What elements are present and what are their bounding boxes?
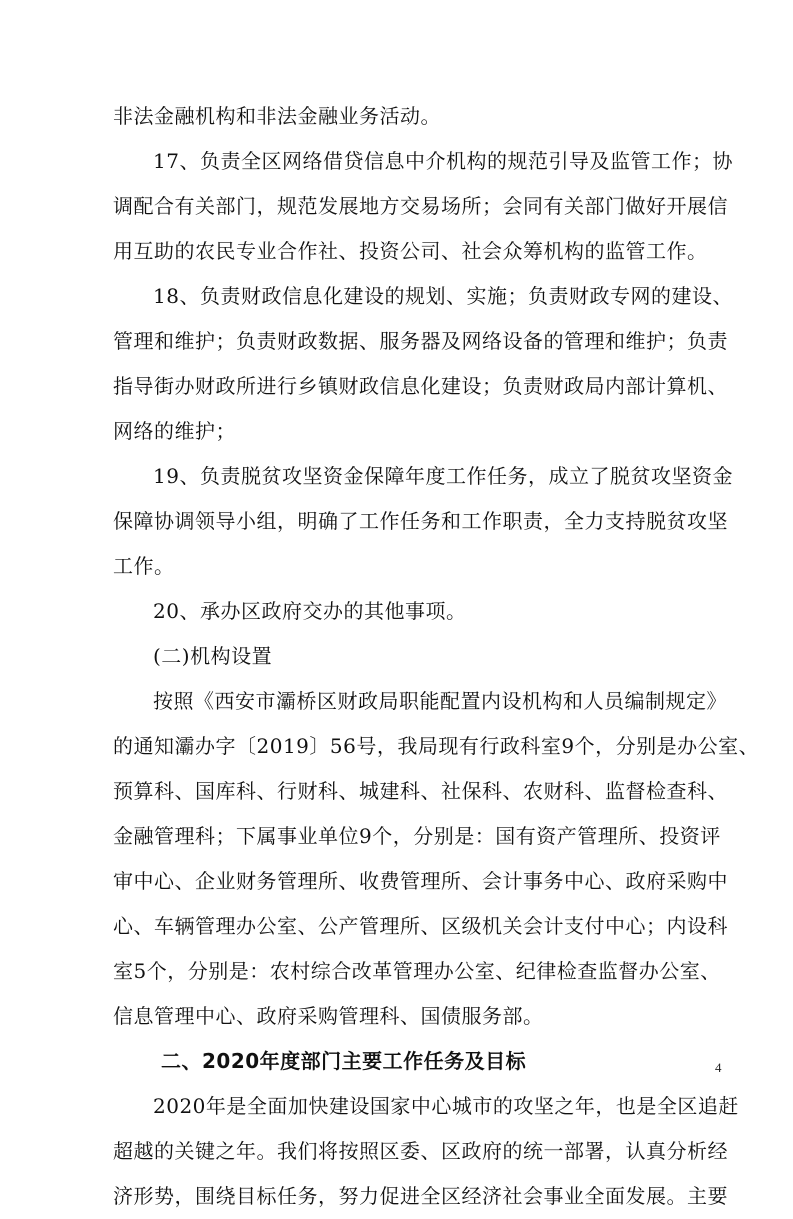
text-line: 预算科、国库科、行财科、城建科、社保科、农财科、监督检查科、: [113, 779, 728, 803]
text-line: 济形势，围绕目标任务，努力促进全区经济社会事业全面发展。主要: [113, 1184, 728, 1208]
text-line: 按照《西安市灞桥区财政局职能配置内设机构和人员编制规定》: [153, 689, 727, 713]
text-line: 信息管理中心、政府采购管理科、国债服务部。: [113, 1004, 544, 1028]
text-line: 的通知灞办字〔2019〕56号，我局现有行政科室9个，分别是办公室、: [113, 734, 760, 758]
text-line: 调配合有关部门，规范发展地方交易场所；会同有关部门做好开展信: [113, 194, 728, 218]
text-line: 网络的维护；: [113, 419, 236, 443]
text-line: 超越的关键之年。我们将按照区委、区政府的统一部署，认真分析经: [113, 1139, 728, 1163]
text-line: 审中心、企业财务管理所、收费管理所、会计事务中心、政府采购中: [113, 869, 728, 893]
text-line: 工作。: [113, 554, 175, 578]
text-line: 用互助的农民专业合作社、投资公司、社会众筹机构的监管工作。: [113, 239, 708, 263]
text-line: 保障协调领导小组，明确了工作任务和工作职责，全力支持脱贫攻坚: [113, 509, 728, 533]
text-line: 非法金融机构和非法金融业务活动。: [113, 104, 441, 128]
text-line: 20、承办区政府交办的其他事项。: [153, 599, 467, 623]
text-line: 指导街办财政所进行乡镇财政信息化建设；负责财政局内部计算机、: [113, 374, 728, 398]
page-number: 4: [715, 1060, 722, 1075]
document-body: [113, 94, 760, 1219]
section-heading: 二、2020年度部门主要工作任务及目标: [161, 1049, 527, 1073]
text-line: 心、车辆管理办公室、公产管理所、区级机关会计支付中心；内设科: [113, 914, 728, 938]
text-line: 室5个，分别是：农村综合改革管理办公室、纪律检查监督办公室、: [113, 959, 721, 983]
text-line: 2020年是全面加快建设国家中心城市的攻坚之年，也是全区追赶: [153, 1094, 739, 1118]
text-line: 金融管理科；下属事业单位9个，分别是：国有资产管理所、投资评: [113, 824, 721, 848]
text-line: 19、负责脱贫攻坚资金保障年度工作任务，成立了脱贫攻坚资金: [153, 464, 733, 488]
text-line: 18、负责财政信息化建设的规划、实施；负责财政专网的建设、: [153, 284, 733, 308]
text-line: 17、负责全区网络借贷信息中介机构的规范引导及监管工作；协: [153, 149, 733, 173]
text-line: 管理和维护；负责财政数据、服务器及网络设备的管理和维护；负责: [113, 329, 728, 353]
section-subheading: (二)机构设置: [153, 644, 273, 668]
